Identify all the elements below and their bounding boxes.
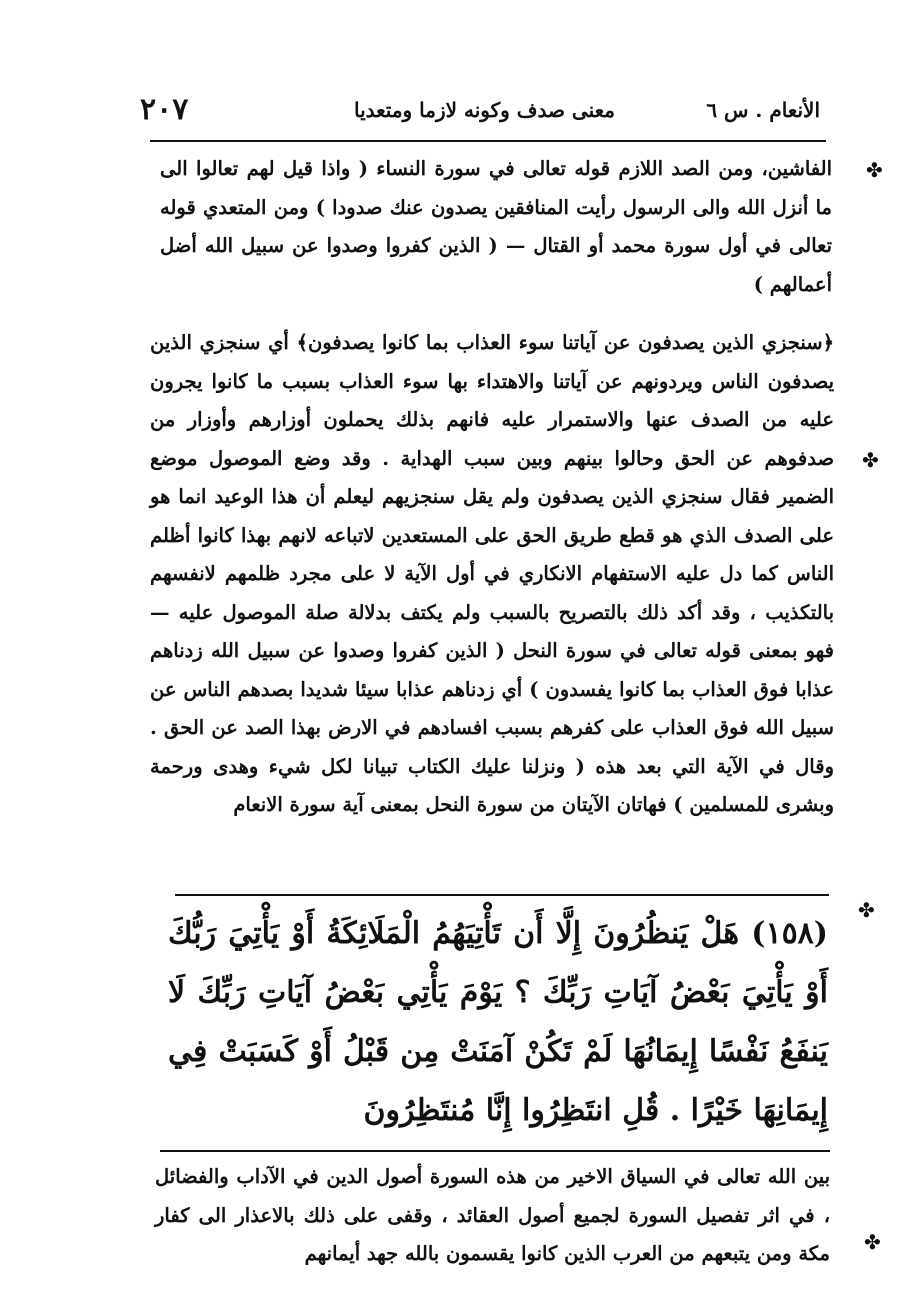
margin-ornament: ✤ (864, 1230, 881, 1254)
commentary-paragraph-1: الفاشين، ومن الصد اللازم قوله تعالى في سورة النساء ( واذا قيل لهم تعالوا الى ما أنزل الله والى الرسول رأيت المنافقين يصدون عنك صدودا ) ومن المتعدي قوله تعالى في أول سورة محمد أو القتال — ( الذين كفروا وصدوا عن سبيل الله أضل أعمالهم ) (160, 157, 832, 296)
verse-top-rule (175, 894, 829, 896)
quran-verse-158: (١٥٨) هَلْ يَنظُرُونَ إِلَّا أَن تَأْتِيَهُمُ الْمَلَائِكَةُ أَوْ يَأْتِيَ رَبُّكَ أَوْ يَأْتِيَ بَعْضُ آيَاتِ رَبِّكَ ؟ يَوْمَ يَأْتِي بَعْضُ آيَاتِ رَبِّكَ لَا يَنفَعُ نَفْسًا إِيمَانُهَا لَمْ تَكُنْ آمَنَتْ مِن قَبْلُ أَوْ كَسَبَتْ فِي إِيمَانِهَا خَيْرًا . قُلِ انتَظِرُوا إِنَّا مُنتَظِرُونَ (168, 916, 828, 1128)
margin-ornament: ✤ (858, 898, 875, 922)
header-topic: معنى صدف وكونه لازما ومتعديا (353, 98, 615, 122)
closing-paragraph: بين الله تعالى في السياق الاخير من هذه السورة أصول الدين في الآداب والفضائل ، في اثر تفصيل السورة لجميع أصول العقائد ، وقفى على ذلك بالاعذار الى كفار مكة ومن يتبعهم من العرب الذين كانوا يقسمون بالله جهد أيمانهم (155, 1165, 831, 1265)
margin-ornament: ✤ (866, 158, 883, 182)
margin-ornament: ✤ (862, 448, 879, 472)
header-rule (150, 140, 826, 142)
verse-bottom-rule (160, 1150, 830, 1152)
page-number: ٢٠٧ (140, 92, 189, 127)
header-surah-reference: الأنعام . س ٦ (706, 98, 820, 122)
running-header (140, 92, 820, 136)
commentary-paragraph-2: ﴿سنجزي الذين يصدفون عن آياتنا سوء العذاب بما كانوا يصدفون﴾ أي سنجزي الذين يصدفون الناس ويردونهم عن آياتنا والاهتداء بها سوء العذاب بسبب ما كانوا يجرون عليه من الصدف عنها والاستمرار عليه فانهم بذلك يحملون أوزارهم وأوزار من صدفوهم عن الحق وحالوا بينهم وبين سبب الهداية . وقد وضع الموصول موضع الضمير فقال سنجزي الذين يصدفون ولم يقل سنجزيهم ليعلم أن هذا الوعيد انما هو على الصدف الذي هو قطع طريق الحق على المستعدين لاتباعه لانهم بهذا كانوا أظلم الناس كما دل عليه الاستفهام الانكاري في أول الآية لا على مجرد ظلمهم لانفسهم بالتكذيب ، وقد أكد ذلك بالتصريح بالسبب ولم يكتف بدلالة صلة الموصول عليه — فهو بمعنى قوله تعالى في سورة النحل ( الذين كفروا وصدوا عن سبيل الله زدناهم عذابا فوق العذاب بما كانوا يفسدون ) أي زدناهم عذابا سيئا شديدا بصدهم الناس عن سبيل الله فوق العذاب على كفرهم بسبب افسادهم في الارض بهذا الصد عن الحق . وقال في الآية التي بعد هذه ( ونزلنا عليك الكتاب تبيانا لكل شيء وهدى ورحمة وبشرى للمسلمين ) فهاتان الآيتان من سورة النحل بمعنى آية سورة الانعام (150, 331, 834, 816)
